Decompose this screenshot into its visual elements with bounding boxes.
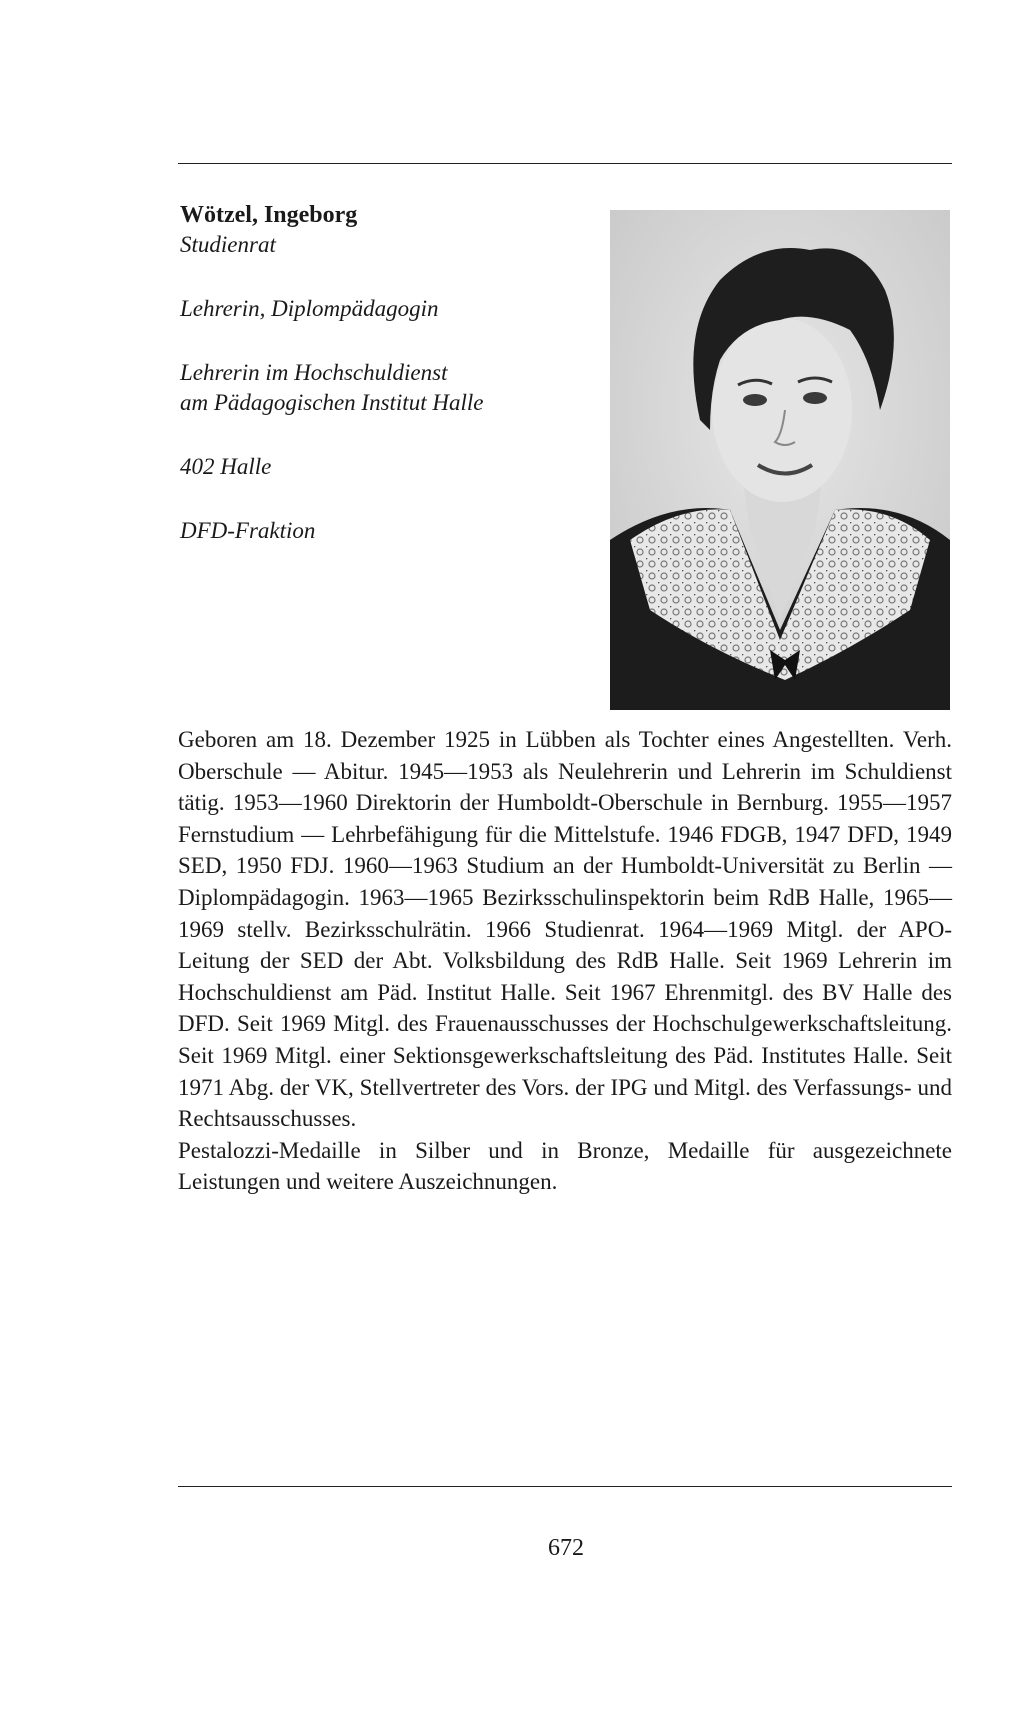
address: 402 Halle [180,454,272,479]
bottom-rule [178,1486,952,1487]
entry-header [180,200,580,546]
faction: DFD-Fraktion [180,518,316,543]
position-line-1: Lehrerin im Hochschuldienst [180,360,448,385]
academic-title: Studienrat [180,232,276,257]
portrait-photo [610,210,950,710]
biography [178,724,952,1198]
page-number: 672 [548,1535,584,1561]
position-line-2: am Pädagogischen Institut Halle [180,390,484,415]
portrait-image [610,210,950,710]
biography-paragraph-2: Pestalozzi-Medaille in Silber und in Bronze, Medaille für ausgezeichnete Leistungen und weitere Auszeichnungen. [178,1137,952,1195]
profession: Lehrerin, Diplompädagogin [180,296,439,321]
top-rule [178,163,952,164]
person-name: Wötzel, Ingeborg [180,202,358,228]
biography-paragraph-1: Geboren am 18. Dezember 1925 in Lübben als Tochter eines Angestellten. Verh. Oberschule — Abitur. 1945—1953 als Neulehrerin und Lehrerin im Schuldienst tätig. 1953—1960 Direktorin der Humboldt-Oberschule in Bernburg. 1955—1957 Fernstudium — Lehrbefähigung für die Mittelstufe. 1946 FDGB, 1947 DFD, 1949 SED, 1950 FDJ. 1960—1963 Studium an der Humboldt-Universität zu Berlin — Diplompädagogin. 1963—1965 Bezirksschulinspektorin beim RdB Halle, 1965—1969 stellv. Bezirksschulrätin. 1966 Studienrat. 1964—1969 Mitgl. der APO-Leitung der SED der Abt. Volksbildung des RdB Halle. Seit 1969 Lehrerin im Hochschuldienst am Päd. Institut Halle. Seit 1967 Ehrenmitgl. des BV Halle des DFD. Seit 1969 Mitgl. des Frauenausschusses der Hochschulgewerkschaftsleitung. Seit 1969 Mitgl. einer Sektionsgewerkschaftsleitung des Päd. Institutes Halle. Seit 1971 Abg. der VK, Stellvertreter des Vors. der IPG und Mitgl. des Verfassungs- und Rechtsausschusses. [178,727,952,1132]
